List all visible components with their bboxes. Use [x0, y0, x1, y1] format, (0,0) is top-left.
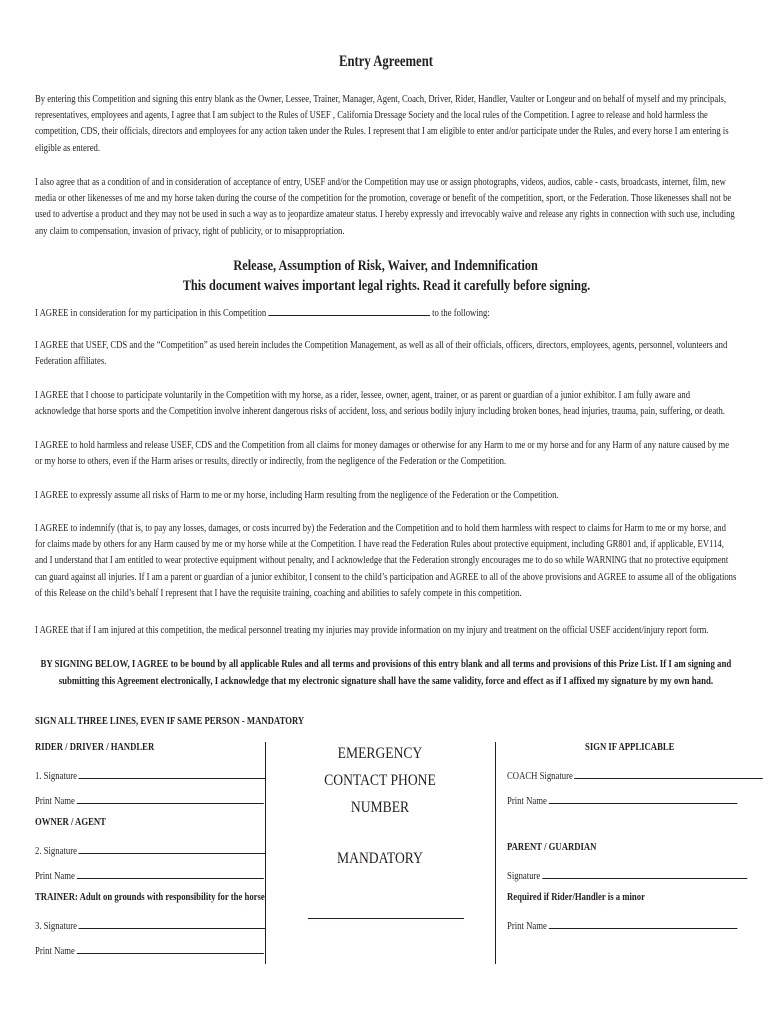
trainer-print-label: Print Name: [35, 946, 75, 957]
trainer-print-row: [35, 942, 263, 957]
emergency-line-3: NUMBER: [350, 799, 410, 816]
signing-statement: BY SIGNING BELOW, I AGREE to be bound by all applicable Rules and all terms and provisions of this entry blank and all terms and provisions of this Prize List. If I am signing and submitting this Agreement electronically, I acknowledge that my electronic signature shall have the same validity, force and effect as if I affixed my signature by my own hand.: [40, 658, 732, 687]
clause-medical-information: I AGREE that if I am injured at this competition, the medical personnel treating my injuries may provide information on my injury and treatment on the official USEF accident/injury report form.: [35, 625, 709, 636]
clause-indemnify: I AGREE to indemnify (that is, to pay any losses, damages, or costs incurred by) the Federation and the Competition and to hold them harmless with respect to claims for Harm to me or my horse, and for claims made by others for any Harm caused by me or my horse while at the Competition. I have read the Federation Rules about protective equipment, including GR801 and, if applicable, EV114, and I understand that I am entitled to wear protective equipment without penalty, and I acknowledge that the Federation strongly encourages me to do so while WARNING that no protective equipment can guard against all injuries. If I am a parent or guardian of a junior exhibitor, I consent to the child’s participation and AGREE to all of the above provisions and AGREE to assume all of the obligations of this Release on the child’s behalf I represent that I have the requisite training, coaching and abilities to safely compete in this competition.: [35, 523, 737, 599]
rider-signature-row: [35, 767, 266, 782]
parent-print-name-field[interactable]: [548, 917, 737, 929]
coach-print-row: [507, 792, 737, 807]
owner-agent-heading: OWNER / AGENT: [35, 817, 106, 828]
clause-definitions: I AGREE that USEF, CDS and the “Competition” as used herein includes the Competition Management, as well as all of their officials, officers, directors, employees, agents, personnel, volunteers and Federation affiliates.: [35, 340, 728, 368]
rider-signature-field[interactable]: [79, 767, 266, 779]
coach-signature-label: COACH Signature: [507, 771, 573, 782]
parent-signature-label: Signature: [507, 871, 541, 882]
rider-print-row: [35, 792, 263, 807]
document-title: Entry Agreement: [338, 53, 434, 70]
coach-print-label: Print Name: [507, 796, 547, 807]
parent-print-row: [507, 917, 737, 932]
parent-signature-row: [507, 867, 747, 882]
trainer-signature-label: 3. Signature: [35, 921, 77, 932]
trainer-signature-field[interactable]: [79, 917, 266, 929]
owner-print-row: [35, 867, 263, 882]
rider-print-label: Print Name: [35, 796, 75, 807]
parent-signature-field[interactable]: [542, 867, 747, 879]
parent-print-label: Print Name: [507, 921, 547, 932]
trainer-signature-row: [35, 917, 266, 932]
trainer-print-name-field[interactable]: [76, 942, 263, 954]
release-heading: Release, Assumption of Risk, Waiver, and Indemnification: [233, 258, 539, 274]
clause-hold-harmless: I AGREE to hold harmless and release USEF, CDS and the Competition from all claims for money damages or otherwise for any Harm to me or my horse and for any Harm of any nature caused by me or my horse to others, even if the Harm arises or results, directly or indirectly, from the negligence of the Federation or the Competition.: [35, 440, 730, 468]
intro-paragraph-2: I also agree that as a condition of and in consideration of acceptance of entry, USEF and/or the Competition may use or assign photographs, videos, audios, cable - casts, broadcasts, internet, film, new media or other likenesses of me and my horse taken during the course of the competition for the promotion, coverage or benefit of the competition, sport, or the Federation. Those likenesses shall not be used to advertise a product and they may not be used in such a way as to jeopardize amateur status. I hereby expressly and irrevocably waive and release any rights in connection with such use, including any claim to compensation, invasion of privacy, right of publicity, or to misappropriation.: [35, 177, 735, 237]
coach-signature-field[interactable]: [575, 767, 764, 779]
legal-rights-warning: This document waives important legal rights. Read it carefully before signing.: [182, 278, 590, 294]
clause-voluntary-participation: I AGREE that I choose to participate voluntarily in the Competition with my horse, as a rider, lessee, owner, agent, trainer, or as parent or guardian of a junior exhibitor. I am fully aware and acknowledge that horse sports and the Competition involve inherent dangerous risks of accident, loss, and serious bodily injury including broken bones, head injuries, trauma, pain, suffering, or death.: [35, 390, 726, 418]
emergency-phone-field[interactable]: [308, 918, 464, 919]
emergency-line-2: CONTACT PHONE: [324, 772, 436, 789]
minor-requirement-note: Required if Rider/Handler is a minor: [507, 892, 645, 903]
emergency-line-1: EMERGENCY: [337, 745, 423, 762]
owner-print-label: Print Name: [35, 871, 75, 882]
parent-guardian-heading: PARENT / GUARDIAN: [507, 842, 597, 853]
sign-if-applicable-heading: SIGN IF APPLICABLE: [585, 742, 675, 753]
emergency-mandatory-label: MANDATORY: [337, 850, 423, 867]
rider-print-name-field[interactable]: [76, 792, 263, 804]
rider-signature-label: 1. Signature: [35, 771, 77, 782]
owner-signature-label: 2. Signature: [35, 846, 77, 857]
participation-blank[interactable]: [268, 305, 430, 316]
emergency-contact-heading: [291, 740, 470, 821]
intro-paragraph-1: By entering this Competition and signing this entry blank as the Owner, Lessee, Trainer, Manager, Agent, Coach, Driver, Rider, Handler, Vaulter or Longeur and on behalf of myself and my principals, representatives, employees and agents, I agree that I am subject to the Rules of USEF , California Dressage Society and the local rules of the Competition. I agree to release and hold harmless the competition, CDS, their officials, directors and employees for any action taken under the Rules. I represent that I am eligible to enter and/or participate under the Rules, and every horse I am entering is eligible as entered.: [35, 94, 729, 154]
coach-signature-row: [507, 767, 763, 782]
owner-signature-row: [35, 842, 266, 857]
right-column-divider: [495, 742, 496, 964]
clause-assume-risk: I AGREE to expressly assume all risks of Harm to me or my horse, including Harm resulting from the negligence of the Federation or the Competition.: [35, 490, 559, 501]
participation-agree-line: I AGREE in consideration for my participation in this Competition to the following:: [35, 305, 737, 322]
rider-driver-handler-heading: RIDER / DRIVER / HANDLER: [35, 742, 155, 753]
trainer-heading: TRAINER: Adult on grounds with responsibility for the horse: [35, 892, 265, 903]
owner-signature-field[interactable]: [79, 842, 266, 854]
mandatory-signatures-note: SIGN ALL THREE LINES, EVEN IF SAME PERSON - MANDATORY: [35, 716, 305, 727]
coach-print-name-field[interactable]: [548, 792, 737, 804]
owner-print-name-field[interactable]: [76, 867, 263, 879]
left-column-divider: [265, 742, 266, 964]
